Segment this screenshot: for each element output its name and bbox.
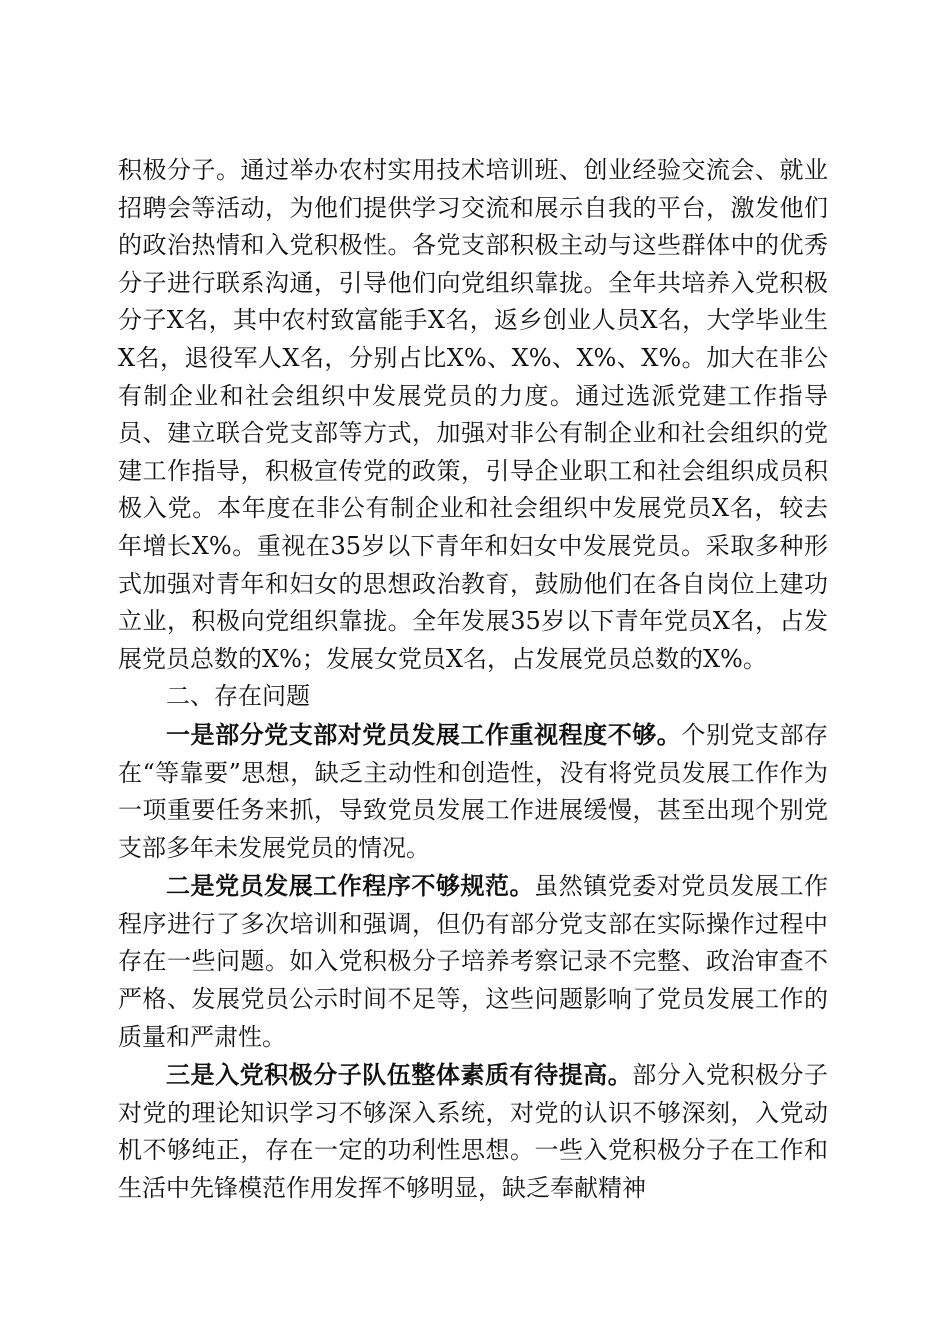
section-heading-problems: 二、存在问题 — [166, 682, 310, 711]
problem-paragraph-3 — [118, 1056, 828, 1207]
paragraph-continued: 积极分子。通过举办农村实用技术培训班、创业经验交流会、就业招聘会等活动，为他们提供学习交流和展示自我的平台，激发他们的政治热情和入党积极性。各党支部积极主动与这些群体中的优秀分子进行联系沟通，引导他们向党组织靠拢。全年共培养入党积极分子X名，其中农村致富能手X名，返乡创业人员X名，大学毕业生X名，退役军人X名，分别占比X%、X%、X%、X%。加大在非公有制企业和社会组织中发展党员的力度。通过选派党建工作指导员、建立联合党支部等方式，加强对非公有制企业和社会组织的党建工作指导，积极宣传党的政策，引导企业职工和社会组织成员积极入党。本年度在非公有制企业和社会组织中发展党员X名，较去年增长X%。重视在35岁以下青年和妇女中发展党员。采取多种形式加强对青年和妇女的思想政治教育，鼓励他们在各自岗位上建功立业，积极向党组织靠拢。全年发展35岁以下青年党员X名，占发展党员总数的X%；发展女党员X名，占发展党员总数的X%。 — [118, 156, 828, 673]
problem-paragraph-2 — [118, 867, 828, 1056]
problem-paragraph-1 — [118, 716, 828, 867]
document-body — [118, 152, 828, 1208]
problem-lead-1: 一是部分党支部对党员发展工作重视程度不够。 — [166, 719, 682, 749]
problem-body-1: 个别党支部存在“等靠要”思想，缺乏主动性和创造性，没有将党员发展工作作为一项重要任务来抓，导致党员发展工作进展缓慢，甚至出现个别党支部多年未发展党员的情况。 — [118, 720, 829, 862]
problem-body-3: 部分入党积极分子对党的理论知识学习不够深入系统，对党的认识不够深刻，入党动机不够纯正，存在一定的功利性思想。一些入党积极分子在工作和生活中先锋模范作用发挥不够明显，缺乏奉献精神 — [118, 1061, 829, 1203]
problem-body-2: 虽然镇党委对党员发展工作程序进行了多次培训和强调，但仍有部分党支部在实际操作过程中存在一些问题。如入党积极分子培养考察记录不完整、政治审查不严格、发展党员公示时间不足等，这些问题影响了党员发展工作的质量和严肃性。 — [118, 872, 829, 1051]
problem-lead-3: 三是入党积极分子队伍整体素质有待提高。 — [166, 1060, 633, 1090]
problem-lead-2: 二是党员发展工作程序不够规范。 — [166, 871, 535, 901]
